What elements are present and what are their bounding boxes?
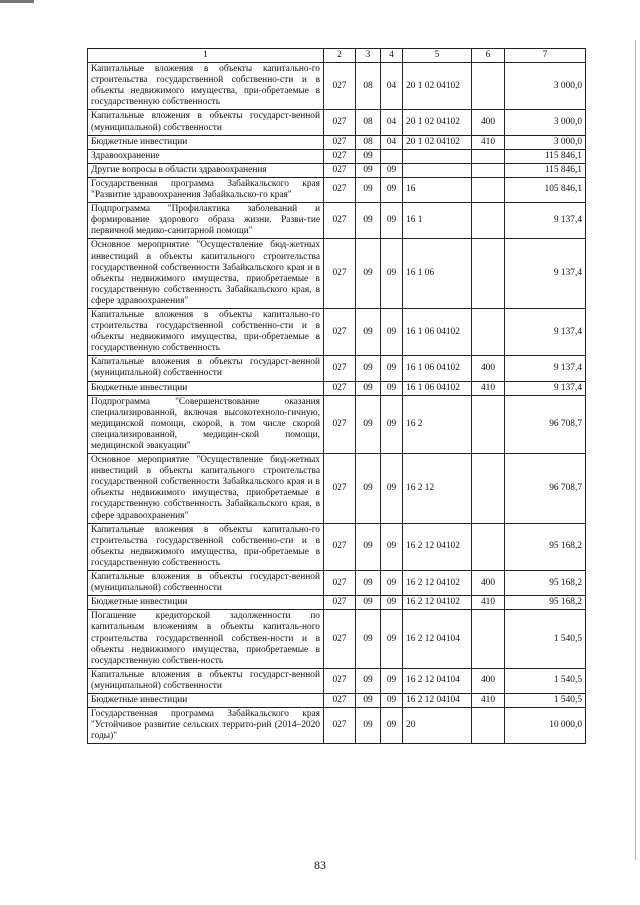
row-name-cell: Основное мероприятие "Осуществление бюд-жетных инвестиций в объекты капитального строительства государственной собственности Забайкальского края и в объекты недвижимого имущества, приобретаемые в государственную собственность Забайкальского края, в сфере здравоохранения" — [88, 454, 324, 524]
row-subsection-cell: 09 — [381, 381, 403, 395]
row-subsection-cell: 09 — [381, 610, 403, 668]
row-amount-cell: 95 168,2 — [505, 571, 586, 596]
row-amount-cell: 9 137,4 — [505, 308, 586, 355]
row-target-article-cell — [403, 149, 472, 163]
row-target-article-cell — [403, 163, 472, 177]
table-body — [88, 63, 586, 744]
row-ministry-cell: 027 — [324, 308, 356, 355]
row-ministry-cell: 027 — [324, 454, 356, 524]
row-section-cell: 09 — [356, 177, 381, 202]
row-expense-type-cell — [472, 149, 505, 163]
row-amount-cell: 3 000,0 — [505, 63, 586, 110]
table-row — [88, 381, 586, 395]
table-row — [88, 454, 586, 524]
budget-allocation-table — [87, 48, 586, 744]
row-target-article-cell: 16 1 06 04102 — [403, 381, 472, 395]
col-header-amount: 7 — [505, 49, 586, 63]
row-subsection-cell: 09 — [381, 203, 403, 239]
row-name-cell: Государственная программа Забайкальского края "Устойчивое развитие сельских террито-рий (2014–2020 годы)" — [88, 708, 324, 744]
row-expense-type-cell — [472, 454, 505, 524]
row-expense-type-cell: 400 — [472, 356, 505, 381]
row-expense-type-cell: 400 — [472, 571, 505, 596]
row-target-article-cell: 16 1 06 — [403, 239, 472, 309]
row-expense-type-cell: 410 — [472, 596, 505, 610]
row-section-cell: 09 — [356, 308, 381, 355]
row-expense-type-cell — [472, 610, 505, 668]
row-expense-type-cell: 400 — [472, 668, 505, 693]
row-name-cell: Здравоохранение — [88, 149, 324, 163]
row-section-cell: 09 — [356, 381, 381, 395]
row-ministry-cell: 027 — [324, 203, 356, 239]
row-amount-cell: 1 540,5 — [505, 610, 586, 668]
row-amount-cell: 96 708,7 — [505, 395, 586, 453]
row-expense-type-cell: 410 — [472, 135, 505, 149]
table-row — [88, 239, 586, 309]
row-target-article-cell: 16 1 06 04102 — [403, 308, 472, 355]
row-ministry-cell: 027 — [324, 610, 356, 668]
row-target-article-cell: 20 1 02 04102 — [403, 110, 472, 135]
row-ministry-cell: 027 — [324, 523, 356, 570]
row-ministry-cell: 027 — [324, 596, 356, 610]
row-expense-type-cell — [472, 163, 505, 177]
row-subsection-cell: 09 — [381, 693, 403, 707]
row-expense-type-cell — [472, 177, 505, 202]
row-ministry-cell: 027 — [324, 135, 356, 149]
row-target-article-cell: 16 2 12 04104 — [403, 693, 472, 707]
col-header-expense-type: 6 — [472, 49, 505, 63]
row-subsection-cell: 09 — [381, 454, 403, 524]
row-subsection-cell: 09 — [381, 395, 403, 453]
row-name-cell: Капитальные вложения в объекты капитально-го строительства государственной собственно-сти и в объекты недвижимого имущества, при-обретаемые в государственную собственность — [88, 63, 324, 110]
col-header-subsection: 4 — [381, 49, 403, 63]
row-target-article-cell: 16 1 — [403, 203, 472, 239]
row-target-article-cell: 16 2 — [403, 395, 472, 453]
row-name-cell: Государственная программа Забайкальского края "Развитие здравоохранения Забайкальско-го края" — [88, 177, 324, 202]
row-expense-type-cell — [472, 708, 505, 744]
row-ministry-cell: 027 — [324, 395, 356, 453]
row-target-article-cell: 16 2 12 — [403, 454, 472, 524]
row-ministry-cell: 027 — [324, 177, 356, 202]
scan-edge-mark — [0, 0, 34, 3]
table-row — [88, 395, 586, 453]
row-ministry-cell: 027 — [324, 381, 356, 395]
row-subsection-cell: 09 — [381, 668, 403, 693]
col-header-target-article: 5 — [403, 49, 472, 63]
row-subsection-cell: 09 — [381, 708, 403, 744]
row-expense-type-cell — [472, 239, 505, 309]
table-row — [88, 610, 586, 668]
table-row — [88, 668, 586, 693]
table-row — [88, 163, 586, 177]
row-target-article-cell: 20 1 02 04102 — [403, 135, 472, 149]
row-amount-cell: 10 000,0 — [505, 708, 586, 744]
table-row — [88, 308, 586, 355]
row-subsection-cell: 09 — [381, 571, 403, 596]
row-expense-type-cell: 410 — [472, 381, 505, 395]
row-section-cell: 09 — [356, 523, 381, 570]
row-ministry-cell: 027 — [324, 63, 356, 110]
row-expense-type-cell — [472, 203, 505, 239]
table-row — [88, 63, 586, 110]
table-row — [88, 203, 586, 239]
row-expense-type-cell — [472, 395, 505, 453]
row-expense-type-cell — [472, 523, 505, 570]
row-subsection-cell: 04 — [381, 63, 403, 110]
row-section-cell: 09 — [356, 203, 381, 239]
row-section-cell: 09 — [356, 693, 381, 707]
row-section-cell: 09 — [356, 239, 381, 309]
row-target-article-cell: 16 2 12 04102 — [403, 571, 472, 596]
table-row — [88, 135, 586, 149]
col-header-ministry: 2 — [324, 49, 356, 63]
row-amount-cell: 3 000,0 — [505, 110, 586, 135]
row-ministry-cell: 027 — [324, 708, 356, 744]
row-subsection-cell: 09 — [381, 523, 403, 570]
row-section-cell: 08 — [356, 63, 381, 110]
row-section-cell: 09 — [356, 708, 381, 744]
row-expense-type-cell: 410 — [472, 693, 505, 707]
row-amount-cell: 95 168,2 — [505, 523, 586, 570]
row-amount-cell: 105 846,1 — [505, 177, 586, 202]
table-row — [88, 177, 586, 202]
row-name-cell: Основное мероприятие "Осуществление бюд-жетных инвестиций в объекты капитального строительства государственной собственности Забайкальского края и в объекты недвижимого имущества, приобретаемые в государственную собственность Забайкальского края, в сфере здравоохранения" — [88, 239, 324, 309]
row-amount-cell: 1 540,5 — [505, 693, 586, 707]
table-row — [88, 708, 586, 744]
row-expense-type-cell — [472, 63, 505, 110]
row-subsection-cell — [381, 149, 403, 163]
row-amount-cell: 9 137,4 — [505, 356, 586, 381]
row-name-cell: Капитальные вложения в объекты капитально-го строительства государственной собственно-сти и в объекты недвижимого имущества, при-обретаемые в государственную собственность — [88, 308, 324, 355]
column-number-header-row — [88, 49, 586, 63]
col-header-name: 1 — [88, 49, 324, 63]
row-section-cell: 09 — [356, 610, 381, 668]
row-name-cell: Подпрограмма "Совершенствование оказания специализированной, включая высокотехноло-гичную, медицинской помощи, скорой, в том числе скорой специализированной, медицин-ской помощи, медицинской эвакуации" — [88, 395, 324, 453]
row-name-cell: Капитальные вложения в объекты капитально-го строительства государственной собственно-сти и в объекты недвижимого имущества, при-обретаемые в государственную собственность — [88, 523, 324, 570]
row-section-cell: 09 — [356, 395, 381, 453]
row-name-cell: Подпрограмма "Профилактика заболеваний и формирование здорового образа жизни. Разви-тие первичной медико-санитарной помощи" — [88, 203, 324, 239]
row-ministry-cell: 027 — [324, 239, 356, 309]
row-name-cell: Бюджетные инвестиции — [88, 135, 324, 149]
row-amount-cell: 9 137,4 — [505, 203, 586, 239]
row-section-cell: 09 — [356, 356, 381, 381]
row-section-cell: 08 — [356, 110, 381, 135]
row-target-article-cell: 16 2 12 04102 — [403, 523, 472, 570]
table-row — [88, 693, 586, 707]
row-target-article-cell: 16 2 12 04104 — [403, 668, 472, 693]
row-amount-cell: 115 846,1 — [505, 149, 586, 163]
row-subsection-cell: 09 — [381, 596, 403, 610]
row-ministry-cell: 027 — [324, 163, 356, 177]
row-ministry-cell: 027 — [324, 149, 356, 163]
row-subsection-cell: 09 — [381, 356, 403, 381]
row-section-cell: 09 — [356, 571, 381, 596]
row-name-cell: Погашение кредиторской задолженности по капитальным вложениям в объекты капиталь-ного строительства государственной собствен-ности и в объекты недвижимого имущества, приобретаемые в государственную собствен-ность — [88, 610, 324, 668]
row-subsection-cell: 09 — [381, 177, 403, 202]
table-row — [88, 596, 586, 610]
row-target-article-cell: 20 — [403, 708, 472, 744]
row-amount-cell: 3 000,0 — [505, 135, 586, 149]
row-ministry-cell: 027 — [324, 110, 356, 135]
row-expense-type-cell — [472, 308, 505, 355]
row-name-cell: Капитальные вложения в объекты государст-венной (муниципальной) собственности — [88, 571, 324, 596]
table-row — [88, 110, 586, 135]
scan-edge-line — [635, 40, 636, 860]
row-expense-type-cell: 400 — [472, 110, 505, 135]
row-name-cell: Бюджетные инвестиции — [88, 693, 324, 707]
table-row — [88, 571, 586, 596]
row-name-cell: Бюджетные инвестиции — [88, 381, 324, 395]
page-number: 83 — [314, 858, 326, 872]
row-amount-cell: 115 846,1 — [505, 163, 586, 177]
row-amount-cell: 9 137,4 — [505, 239, 586, 309]
row-target-article-cell: 16 2 12 04102 — [403, 596, 472, 610]
row-ministry-cell: 027 — [324, 668, 356, 693]
row-section-cell: 09 — [356, 163, 381, 177]
row-name-cell: Капитальные вложения в объекты государст-венной (муниципальной) собственности — [88, 110, 324, 135]
table-row — [88, 356, 586, 381]
table-row — [88, 523, 586, 570]
row-name-cell: Капитальные вложения в объекты государст-венной (муниципальной) собственности — [88, 356, 324, 381]
row-name-cell: Другие вопросы в области здравоохранения — [88, 163, 324, 177]
row-section-cell: 09 — [356, 149, 381, 163]
row-target-article-cell: 16 2 12 04104 — [403, 610, 472, 668]
row-section-cell: 09 — [356, 596, 381, 610]
row-amount-cell: 96 708,7 — [505, 454, 586, 524]
row-section-cell: 09 — [356, 454, 381, 524]
row-amount-cell: 95 168,2 — [505, 596, 586, 610]
row-ministry-cell: 027 — [324, 693, 356, 707]
col-header-section: 3 — [356, 49, 381, 63]
table-row — [88, 149, 586, 163]
row-ministry-cell: 027 — [324, 356, 356, 381]
row-name-cell: Капитальные вложения в объекты государст-венной (муниципальной) собственности — [88, 668, 324, 693]
row-subsection-cell: 09 — [381, 308, 403, 355]
row-ministry-cell: 027 — [324, 571, 356, 596]
row-name-cell: Бюджетные инвестиции — [88, 596, 324, 610]
row-target-article-cell: 16 1 06 04102 — [403, 356, 472, 381]
row-section-cell: 08 — [356, 135, 381, 149]
row-section-cell: 09 — [356, 668, 381, 693]
row-subsection-cell: 09 — [381, 163, 403, 177]
row-target-article-cell: 16 — [403, 177, 472, 202]
row-subsection-cell: 04 — [381, 135, 403, 149]
row-amount-cell: 1 540,5 — [505, 668, 586, 693]
row-target-article-cell: 20 1 02 04102 — [403, 63, 472, 110]
row-subsection-cell: 04 — [381, 110, 403, 135]
row-subsection-cell: 09 — [381, 239, 403, 309]
row-amount-cell: 9 137,4 — [505, 381, 586, 395]
